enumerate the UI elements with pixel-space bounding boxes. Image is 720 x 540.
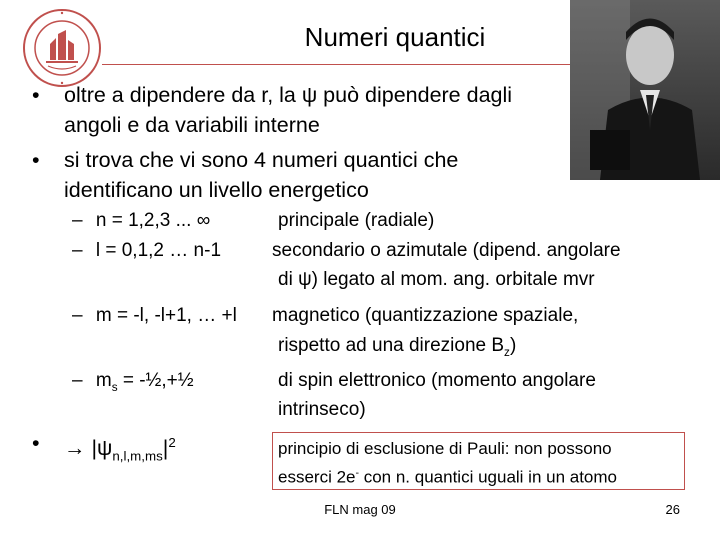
bullet-dot: • <box>32 83 40 107</box>
quantum-number-n <box>72 207 210 235</box>
pauli-superscript: - <box>355 467 359 479</box>
bullet-dot: • <box>32 148 40 172</box>
bullet-item <box>32 80 542 140</box>
bullet-dot: • <box>32 431 40 455</box>
bullet-text: si trova che vi sono 4 numeri quantici che identificano un livello energetico <box>64 148 459 202</box>
quantum-number-desc <box>278 332 516 367</box>
portrait-photo-icon <box>570 0 720 180</box>
quantum-number-desc: magnetico (quantizzazione spaziale, <box>272 305 579 326</box>
quantum-number-desc: di spin elettronico (momento angolare <box>278 370 596 391</box>
title-divider <box>102 64 570 65</box>
label-subscript: s <box>111 380 118 394</box>
desc-text: rispetto ad una direzione B <box>278 335 505 356</box>
list-dash: – <box>72 210 83 231</box>
expr-superscript: 2 <box>168 435 176 450</box>
quantum-number-label: m = -l, -l+1, … +l <box>95 305 237 326</box>
label-text: m <box>95 370 112 391</box>
quantum-number-label: l = 0,1,2 … n-1 <box>95 240 222 261</box>
quantum-number-desc: intrinseco) <box>278 399 366 420</box>
pauli-line <box>278 461 684 490</box>
desc-subscript: z <box>504 345 510 359</box>
desc-text: ) <box>509 335 517 356</box>
bullet-item <box>32 145 542 205</box>
quantum-number-ms <box>72 367 194 402</box>
quantum-number-desc: di ψ) legato al mom. ang. orbitale mvr <box>278 269 595 290</box>
quantum-number-l <box>72 237 221 265</box>
pauli-text: esserci 2e <box>278 467 356 487</box>
page-number: 26 <box>665 502 680 517</box>
pauli-line: principio di esclusione di Pauli: non possono <box>278 439 612 458</box>
quantum-number-list <box>72 207 692 420</box>
expr-text: → |ψ <box>64 436 113 461</box>
quantum-number-label <box>95 370 194 394</box>
quantum-number-desc: principale (radiale) <box>278 210 435 231</box>
pauli-principle-box <box>272 432 685 490</box>
bullet-item <box>32 428 262 471</box>
expr-text: | <box>162 436 169 461</box>
label-text: = -½,+½ <box>117 370 194 391</box>
list-dash: – <box>72 240 83 261</box>
page-title: Numeri quantici <box>304 22 486 52</box>
quantum-number-m <box>72 302 237 330</box>
pauli-text: con n. quantici uguali in un atomo <box>359 467 618 487</box>
list-dash: – <box>72 305 83 326</box>
footer-label: FLN mag 09 <box>324 502 396 517</box>
bullet-text: oltre a dipendere da r, la ψ può dipendere dagli angoli e da variabili interne <box>64 83 513 137</box>
quantum-number-desc: secondario o azimutale (dipend. angolare <box>272 240 621 261</box>
list-dash: – <box>72 370 83 391</box>
quantum-number-label: n = 1,2,3 ... ∞ <box>95 210 211 231</box>
university-seal-icon <box>22 8 102 88</box>
expr-subscript: n,l,m,ms <box>112 448 163 464</box>
wavefunction-expression <box>64 428 262 471</box>
